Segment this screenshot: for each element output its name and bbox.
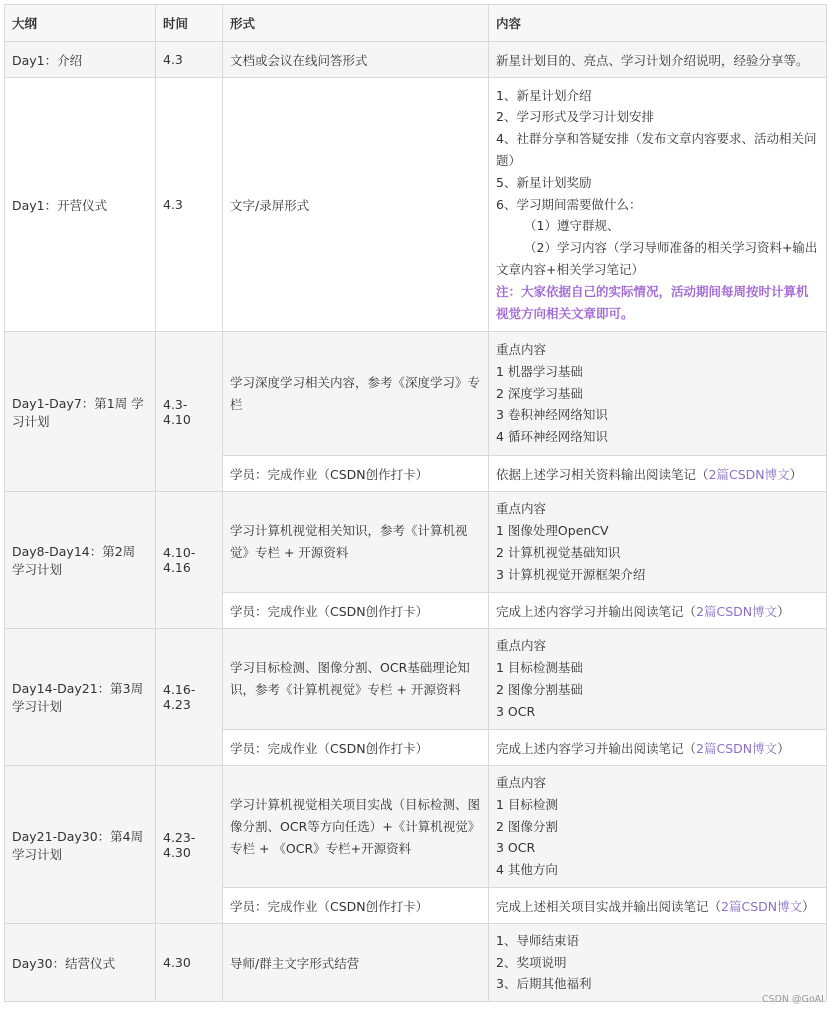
header-content: 内容: [489, 5, 827, 42]
content-line: （2）学习内容（学习导师准备的相关学习资料+输出文章内容+相关学习笔记）: [496, 240, 818, 277]
task-close: ）: [789, 466, 803, 482]
cell-time: 4.30: [156, 924, 223, 1002]
content-line: 1 图像处理OpenCV: [496, 523, 609, 539]
cell-outline: Day8-Day14：第2周 学习计划: [5, 492, 156, 629]
cell-form: 导师/群主文字形式结营: [223, 924, 489, 1002]
content-line: 重点内容: [496, 638, 547, 654]
cell-task-content: [489, 888, 827, 924]
cell-task-form: 学员：完成作业（CSDN创作打卡）: [223, 730, 489, 766]
content-line: 重点内容: [496, 342, 547, 357]
content-line: 2、奖项说明: [496, 954, 567, 970]
cell-form: 文字/录屏形式: [223, 78, 489, 332]
header-time: 时间: [156, 5, 223, 42]
content-line: 1 目标检测基础: [496, 660, 583, 676]
table-row: [5, 78, 827, 332]
cell-time: 4.10-4.16: [156, 492, 223, 629]
cell-outline: Day14-Day21：第3周 学习计划: [5, 629, 156, 766]
table-header-row: [5, 5, 827, 42]
header-form: 形式: [223, 5, 489, 42]
content-line: 重点内容: [496, 501, 547, 517]
blog-link[interactable]: 2篇CSDN博文: [708, 466, 790, 482]
content-line: 2 计算机视觉基础知识: [496, 545, 621, 560]
content-line: 1 机器学习基础: [496, 363, 583, 379]
content-line: 1、导师结束语: [496, 932, 579, 948]
cell-time: 4.16-4.23: [156, 629, 223, 766]
cell-task-content: [489, 593, 827, 629]
cell-outline: Day1-Day7：第1周 学习计划: [5, 332, 156, 492]
content-line: 2 图像分割: [496, 818, 558, 834]
cell-time: 4.3: [156, 42, 223, 78]
content-line: 6、学习期间需要做什么：: [496, 196, 642, 212]
task-close: ）: [777, 603, 790, 619]
table-row: [5, 332, 827, 456]
cell-form: 学习计算机视觉相关项目实战（目标检测、图像分割、OCR等方向任选）+《计算机视觉》专栏 + 《OCR》专栏+开源资料: [223, 766, 489, 888]
header-outline: 大纲: [5, 5, 156, 42]
content-line: 1、新星计划介绍: [496, 87, 592, 103]
study-plan-table: [4, 4, 827, 1002]
task-text: 完成上述相关项目实战并输出阅读笔记（: [496, 898, 722, 914]
content-line: 4、社群分享和答疑安排（发布文章内容要求、活动相关问题）: [496, 131, 817, 168]
cell-task-content: [489, 456, 827, 492]
content-line: 3 计算机视觉开源框架介绍: [496, 566, 646, 582]
cell-content: [489, 629, 827, 730]
task-text: 依据上述学习相关资料输出阅读笔记（: [496, 466, 709, 482]
cell-form: 学习计算机视觉相关知识，参考《计算机视觉》专栏 + 开源资料: [223, 492, 489, 593]
table-row: [5, 42, 827, 78]
content-line: 重点内容: [496, 775, 547, 790]
cell-task-content: [489, 730, 827, 766]
task-text: 完成上述内容学习并输出阅读笔记（: [496, 740, 697, 756]
watermark: CSDN @GoAI: [761, 994, 824, 1005]
table-row: [5, 766, 827, 888]
cell-outline: Day1：介绍: [5, 42, 156, 78]
cell-time: 4.23-4.30: [156, 766, 223, 924]
content-line: 3 OCR: [496, 703, 536, 719]
cell-task-form: 学员：完成作业（CSDN创作打卡）: [223, 593, 489, 629]
blog-link[interactable]: 2篇CSDN博文: [696, 603, 778, 619]
content-line: （1）遵守群规、: [524, 218, 620, 234]
cell-task-form: 学员：完成作业（CSDN创作打卡）: [223, 888, 489, 924]
cell-content: [489, 766, 827, 888]
blog-link[interactable]: 2篇CSDN博文: [721, 898, 803, 914]
cell-outline: Day1：开营仪式: [5, 78, 156, 332]
cell-content: [489, 78, 827, 332]
cell-task-form: 学员：完成作业（CSDN创作打卡）: [223, 456, 489, 492]
note-text: 注：大家依据自己的实际情况，活动期间每周按时计算机视觉方向相关文章即可。: [496, 283, 809, 321]
content-line: 3 卷积神经网络知识: [496, 407, 608, 423]
task-close: ）: [777, 740, 790, 756]
cell-time: 4.3-4.10: [156, 332, 223, 492]
content-line: 2 深度学习基础: [496, 385, 583, 401]
content-line: 4 循环神经网络知识: [496, 429, 608, 445]
content-line: 3 OCR: [496, 840, 536, 856]
cell-content: 新星计划目的、亮点、学习计划介绍说明，经验分享等。: [489, 42, 827, 78]
content-line: 4 其他方向: [496, 862, 558, 878]
cell-form: 文档或会议在线问答形式: [223, 42, 489, 78]
cell-form: 学习目标检测、图像分割、OCR基础理论知识，参考《计算机视觉》专栏 + 开源资料: [223, 629, 489, 730]
table-row: [5, 492, 827, 593]
content-line: 5、新星计划奖励: [496, 174, 592, 190]
blog-link[interactable]: 2篇CSDN博文: [696, 740, 778, 756]
cell-content: [489, 332, 827, 456]
cell-time: 4.3: [156, 78, 223, 332]
cell-outline: Day30：结营仪式: [5, 924, 156, 1002]
content-line: 2、学习形式及学习计划安排: [496, 109, 654, 125]
cell-content: [489, 492, 827, 593]
cell-content: [489, 924, 827, 1002]
table-row: [5, 629, 827, 730]
content-line: 3、后期其他福利: [496, 976, 592, 992]
task-close: ）: [802, 898, 815, 914]
task-text: 完成上述内容学习并输出阅读笔记（: [496, 603, 697, 619]
table-row: [5, 924, 827, 1002]
content-line: 1 目标检测: [496, 796, 558, 812]
cell-outline: Day21-Day30：第4周 学习计划: [5, 766, 156, 924]
content-line: 2 图像分割基础: [496, 682, 583, 697]
cell-form: 学习深度学习相关内容，参考《深度学习》专栏: [223, 332, 489, 456]
